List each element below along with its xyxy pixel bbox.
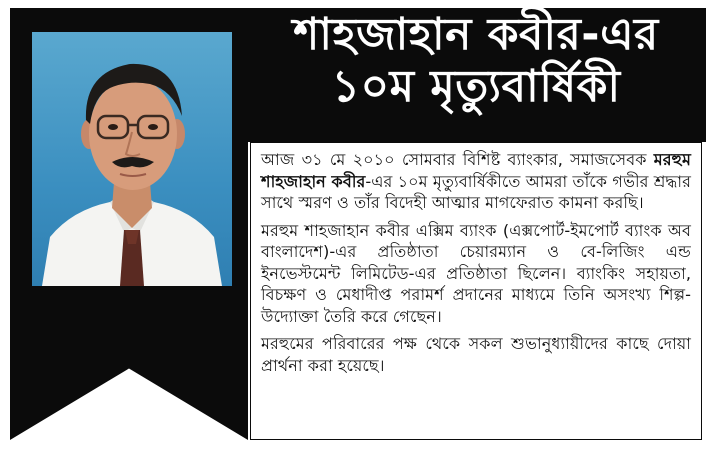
title-line-1: শাহজাহান কবীর-এর bbox=[293, 9, 659, 60]
notice-body bbox=[250, 142, 702, 440]
paragraph-1 bbox=[261, 149, 691, 214]
notice-title bbox=[250, 9, 702, 113]
paragraph-2: মরহুম শাহজাহান কবীর এক্সিম ব্যাংক (এক্সপোর্ট-ইমপোর্ট ব্যাংক অব বাংলাদেশ)-এর প্রতিষ্ঠাতা চেয়ারম্যান ও বে-লিজিং এন্ড ইনভেস্টমেন্ট লিমিটেড-এর প্রতিষ্ঠাতা ছিলেন। ব্যাংকিং সহায়তা, বিচক্ষণ ও মেধাদীপ্ত পরামর্শ প্রদানের মাধ্যমে তিনি অসংখ্য শিল্প-উদ্যোক্তা তৈরি করে গেছেন। bbox=[261, 220, 691, 326]
deceased-name: মরহুম শাহজাহান কবীর bbox=[261, 150, 691, 191]
title-line-2: ১০ম মৃত্যুবার্ষিকী bbox=[331, 61, 621, 113]
paragraph-1-intro: আজ ৩১ মে ২০১০ সোমবার বিশিষ্ট ব্যাংকার, সমাজসেবক bbox=[261, 150, 654, 169]
paragraph-1-rest: -এর ১০ম মৃত্যুবার্ষিকীতে আমরা তাঁকে গভীর শ্রদ্ধার সাথে স্মরণ ও তাঁর বিদেহী আত্মার মাগফেরাত কামনা করছি। bbox=[261, 171, 691, 212]
paragraph-3: মরহুমের পরিবারের পক্ষ থেকে সকল শুভানুধ্যায়ীদের কাছে দোয়া প্রার্থনা করা হয়েছে। bbox=[261, 334, 691, 375]
portrait-photo bbox=[32, 32, 232, 286]
